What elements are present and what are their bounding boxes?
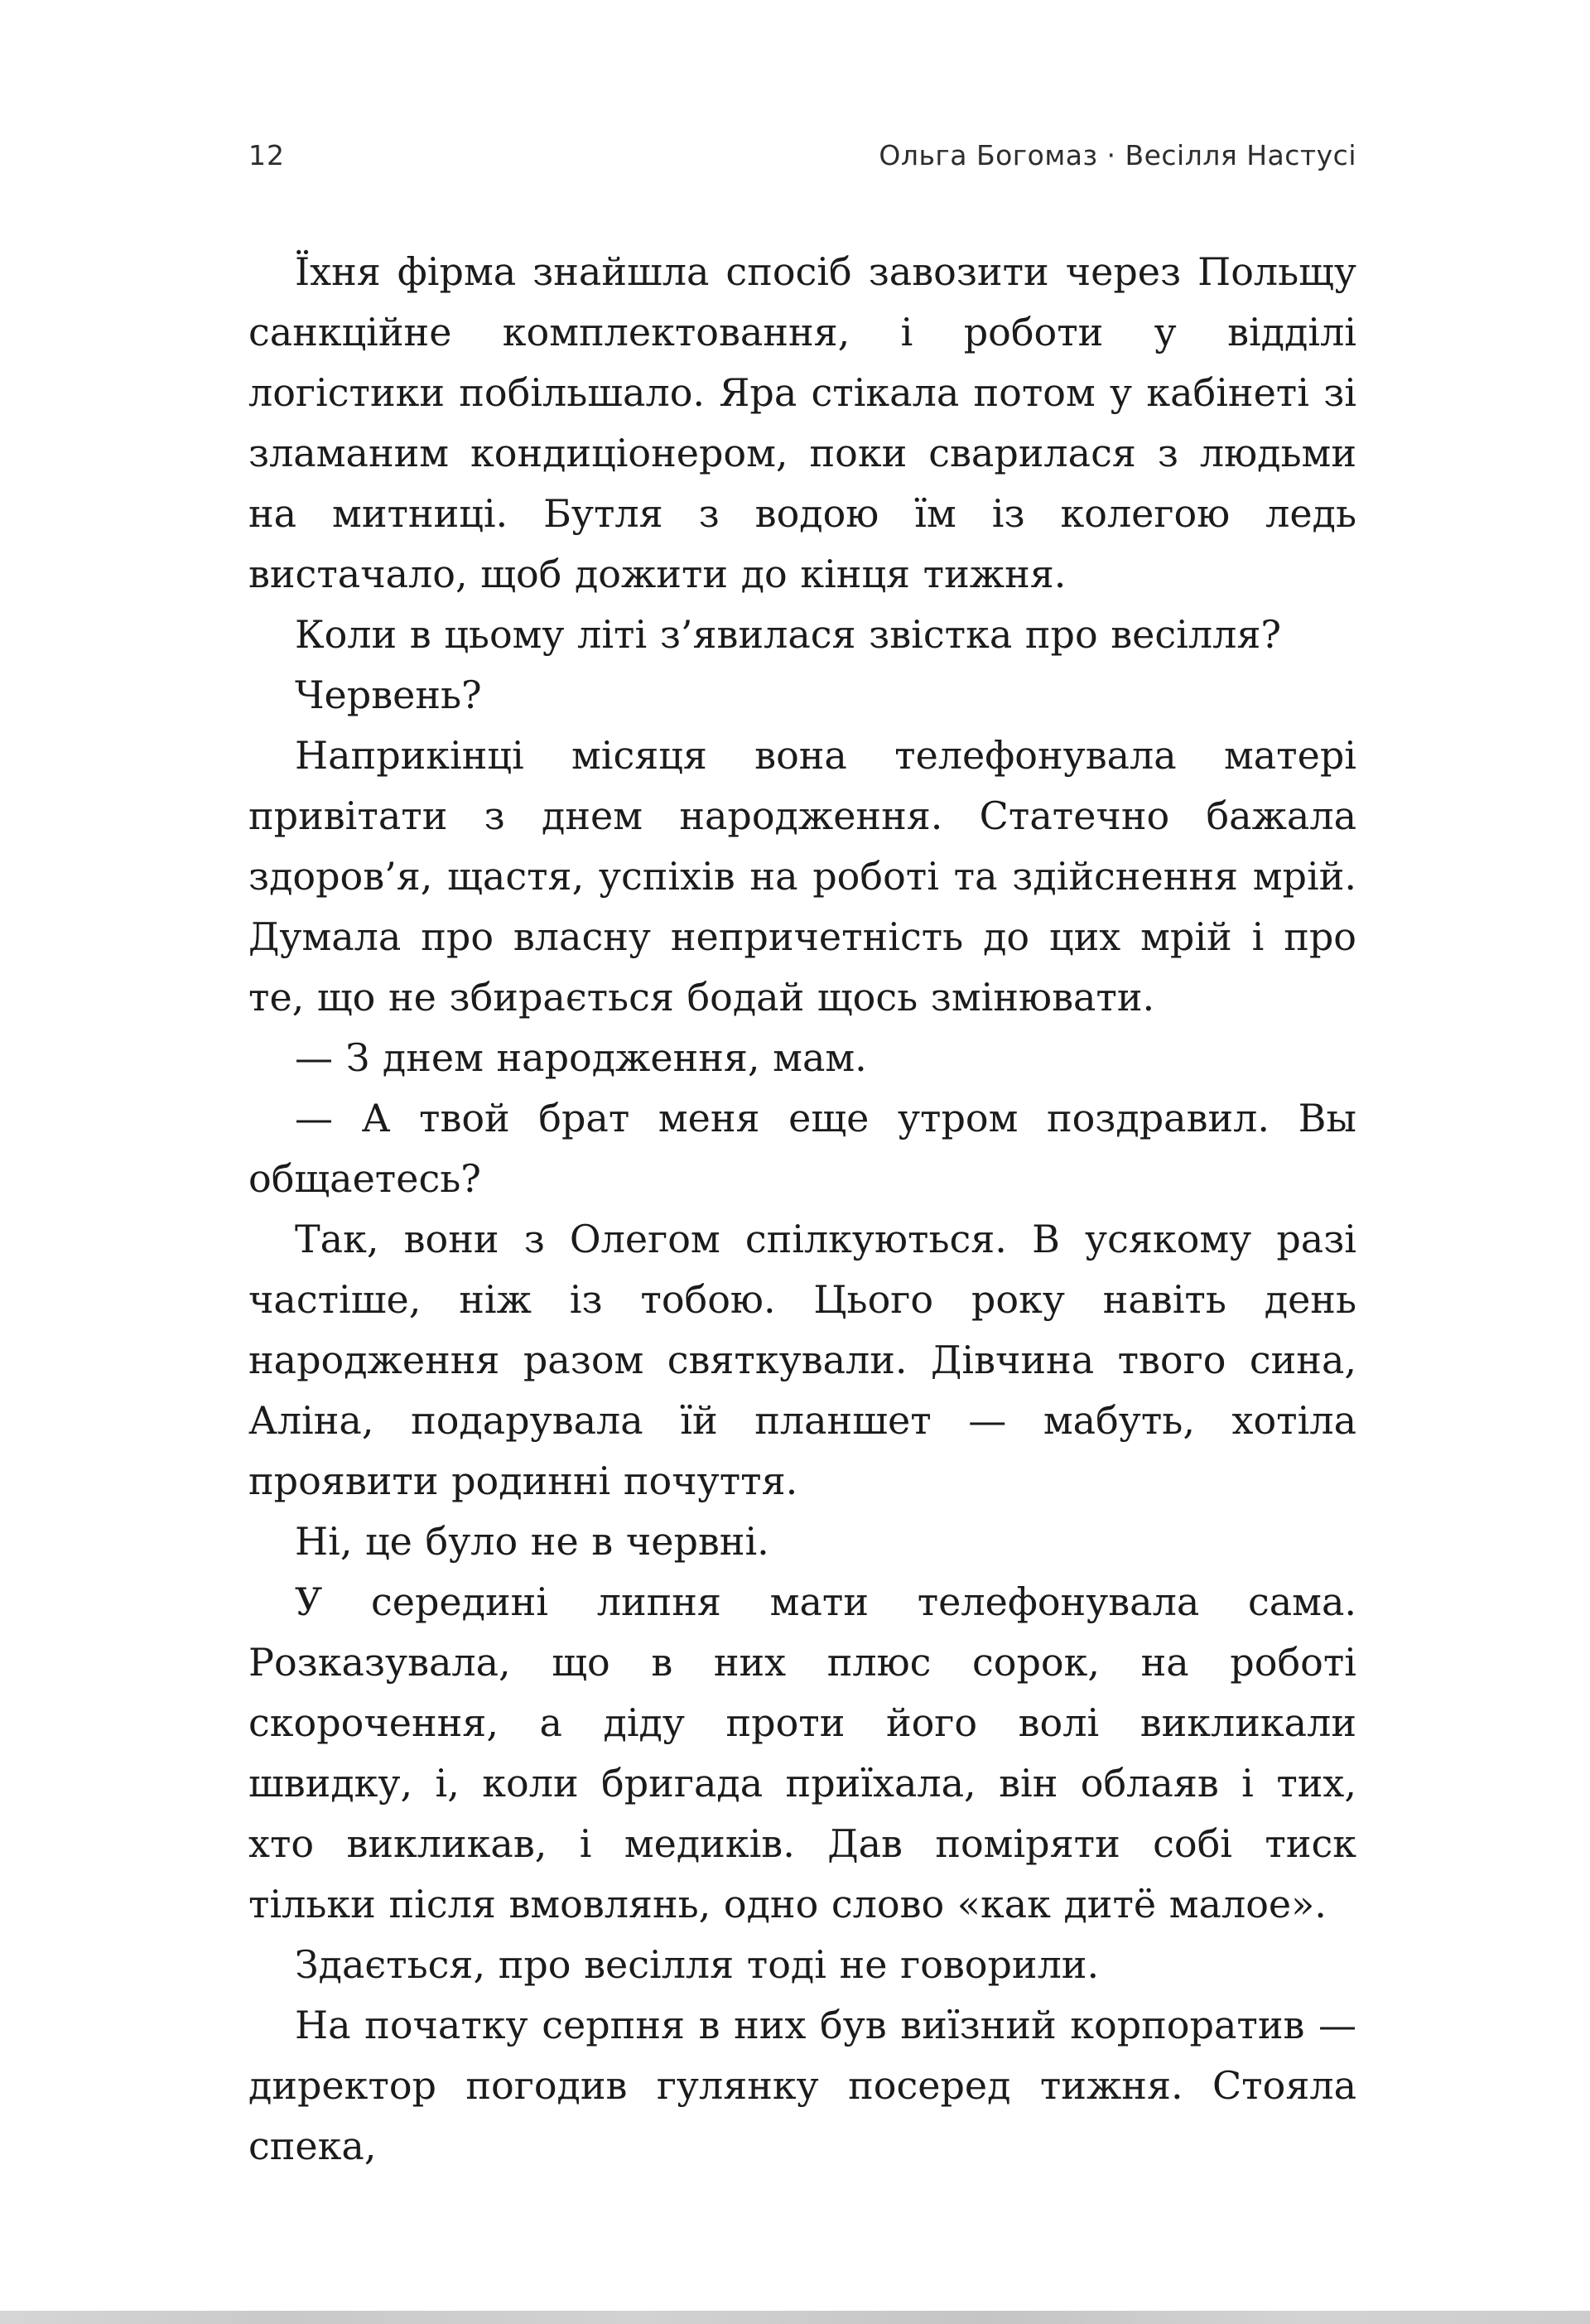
paragraph: На початку серпня в них був виїзний корпоратив — директор погодив гулянку посеред тижня. Стояла спека, xyxy=(248,2003,1356,2168)
paragraph: Наприкінці місяця вона телефонувала матері привітати з днем народження. Статечно бажала здоров’я, щастя, успіхів на роботі та здійснення мрій. Думала про власну непричетність до цих мрій і про те, що не збирається бодай щось змінювати. xyxy=(248,733,1356,1020)
paragraph: Червень? xyxy=(295,673,482,717)
paragraph: Ні, це було не в червні. xyxy=(295,1519,769,1564)
running-header xyxy=(248,139,1356,172)
running-head-title: Ольга Богомаз · Весілля Настусі xyxy=(879,139,1356,171)
page-number: 12 xyxy=(248,139,285,171)
page-content xyxy=(248,139,1356,2177)
page-bottom-edge xyxy=(0,2311,1590,2324)
paragraph: Їхня фірма знайшла спосіб завозити через Польщу санкційне комплектовання, і роботи у відділі логістики побільшало. Яра стікала потом у кабінеті зі зламаним кондиціонером, поки сварилася з людьми на митниці. Бутля з водою їм із колегою ледь вистачало, щоб дожити до кінця тижня. xyxy=(248,249,1356,596)
paragraph: Так, вони з Олегом спілкуються. В усякому разі частіше, ніж із тобою. Цього року навіть день народження разом святкували. Дівчина твого сина, Аліна, подарувала їй планшет — мабуть, хотіла проявити родинні почуття. xyxy=(248,1217,1356,1503)
paragraph: Коли в цьому літі з’явилася звістка про весілля? xyxy=(295,612,1282,657)
paragraph: У середині липня мати телефонувала сама. Розказувала, що в них плюс сорок, на роботі скорочення, а діду проти його волі викликали швидку, і, коли бригада приїхала, він облаяв і тих, хто викликав, і медиків. Дав поміряти собі тиск тільки після вмовлянь, одно слово «как дитё малое». xyxy=(248,1579,1356,1926)
paragraph: — З днем народження, мам. xyxy=(295,1035,867,1080)
page-body xyxy=(248,242,1356,2177)
paragraph: Здається, про весілля тоді не говорили. xyxy=(295,1942,1100,1987)
paragraph: — А твой брат меня еще утром поздравил. Вы общаетесь? xyxy=(248,1096,1356,1201)
